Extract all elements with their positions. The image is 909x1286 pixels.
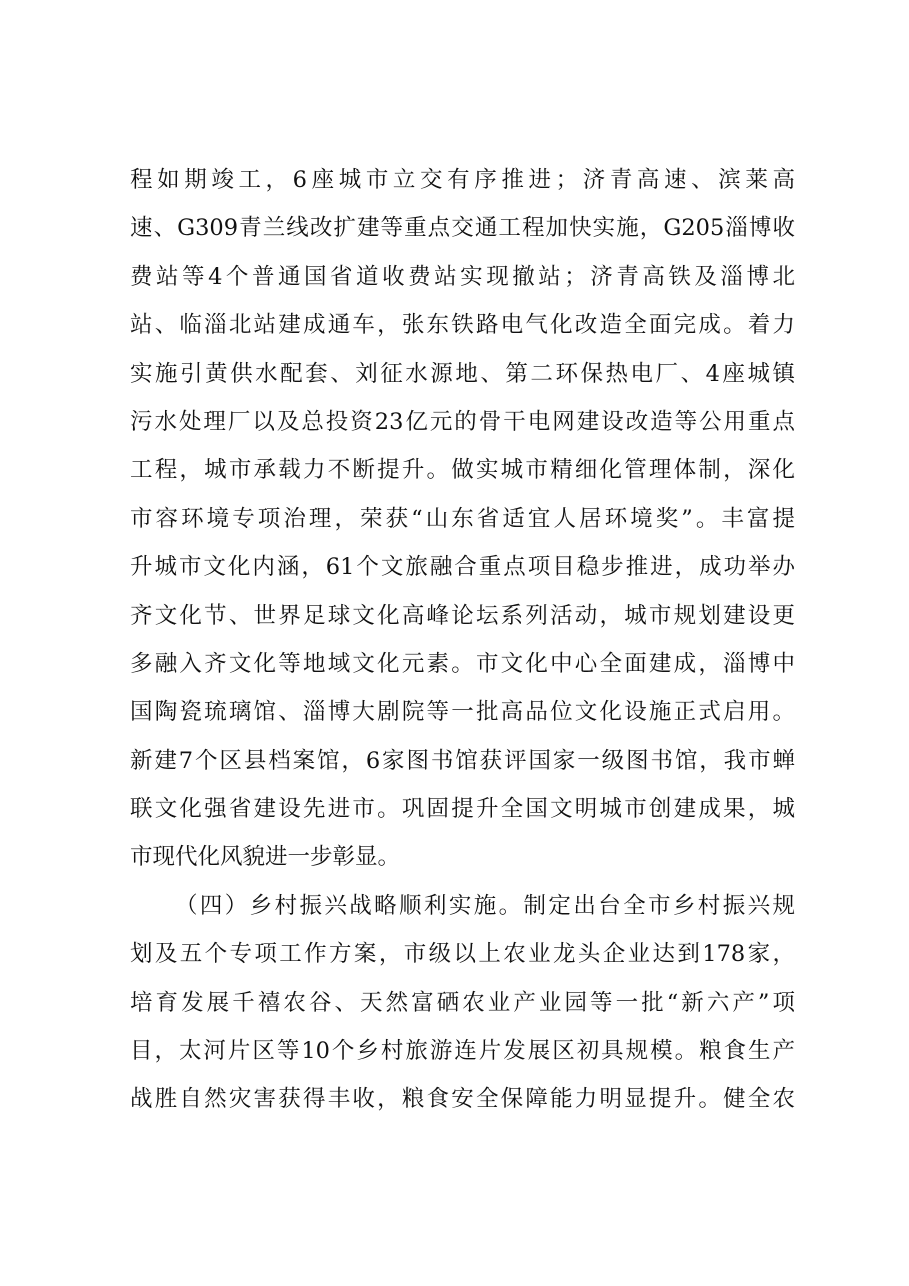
text-line: 划及五个专项工作方案，市级以上农业龙头企业达到178家， — [130, 941, 795, 968]
text-line: 实施引黄供水配套、刘征水源地、第二环保热电厂、4座城镇 — [130, 360, 795, 387]
text-line: 战胜自然灾害获得丰收，粮食安全保障能力明显提升。健全农 — [130, 1086, 795, 1113]
text-line: 新建7个区县档案馆，6家图书馆获评国家一级图书馆，我市蝉 — [130, 747, 795, 774]
text-line: 市现代化风貌进一步彰显。 — [130, 844, 401, 871]
text-line: 污水处理厂以及总投资23亿元的骨干电网建设改造等公用重点 — [130, 408, 795, 435]
text-line: 齐文化节、世界足球文化高峰论坛系列活动，城市规划建设更 — [130, 602, 795, 629]
text-line: 多融入齐文化等地域文化元素。市文化中心全面建成，淄博中 — [130, 650, 795, 677]
text-line: 升城市文化内涵，61个文旅融合重点项目稳步推进，成功举办 — [130, 554, 795, 581]
paragraph — [130, 882, 795, 1124]
text-line: 国陶瓷琉璃馆、淄博大剧院等一批高品位文化设施正式启用。 — [130, 699, 795, 726]
text-line: 市容环境专项治理，荣获“山东省适宜人居环境奖”。丰富提 — [130, 505, 795, 532]
text-line: 工程，城市承载力不断提升。做实城市精细化管理体制，深化 — [130, 457, 795, 484]
text-line: 目，太河片区等10个乡村旅游连片发展区初具规模。粮食生产 — [130, 1038, 795, 1065]
paragraph — [130, 156, 795, 882]
text-line: 站、临淄北站建成通车，张东铁路电气化改造全面完成。着力 — [130, 312, 795, 339]
text-line: 速、G309青兰线改扩建等重点交通工程加快实施，G205淄博收 — [130, 215, 795, 242]
text-line: 程如期竣工，6座城市立交有序推进；济青高速、滨莱高 — [130, 167, 795, 193]
section-heading-line: （四）乡村振兴战略顺利实施。制定出台全市乡村振兴规 — [175, 892, 795, 919]
text-line: 联文化强省建设先进市。巩固提升全国文明城市创建成果，城 — [130, 796, 795, 823]
text-line: 培育发展千禧农谷、天然富硒农业产业园等一批“新六产”项 — [130, 989, 795, 1016]
document-body — [130, 156, 795, 1124]
text-line: 费站等4个普通国省道收费站实现撤站；济青高铁及淄博北 — [130, 263, 795, 290]
